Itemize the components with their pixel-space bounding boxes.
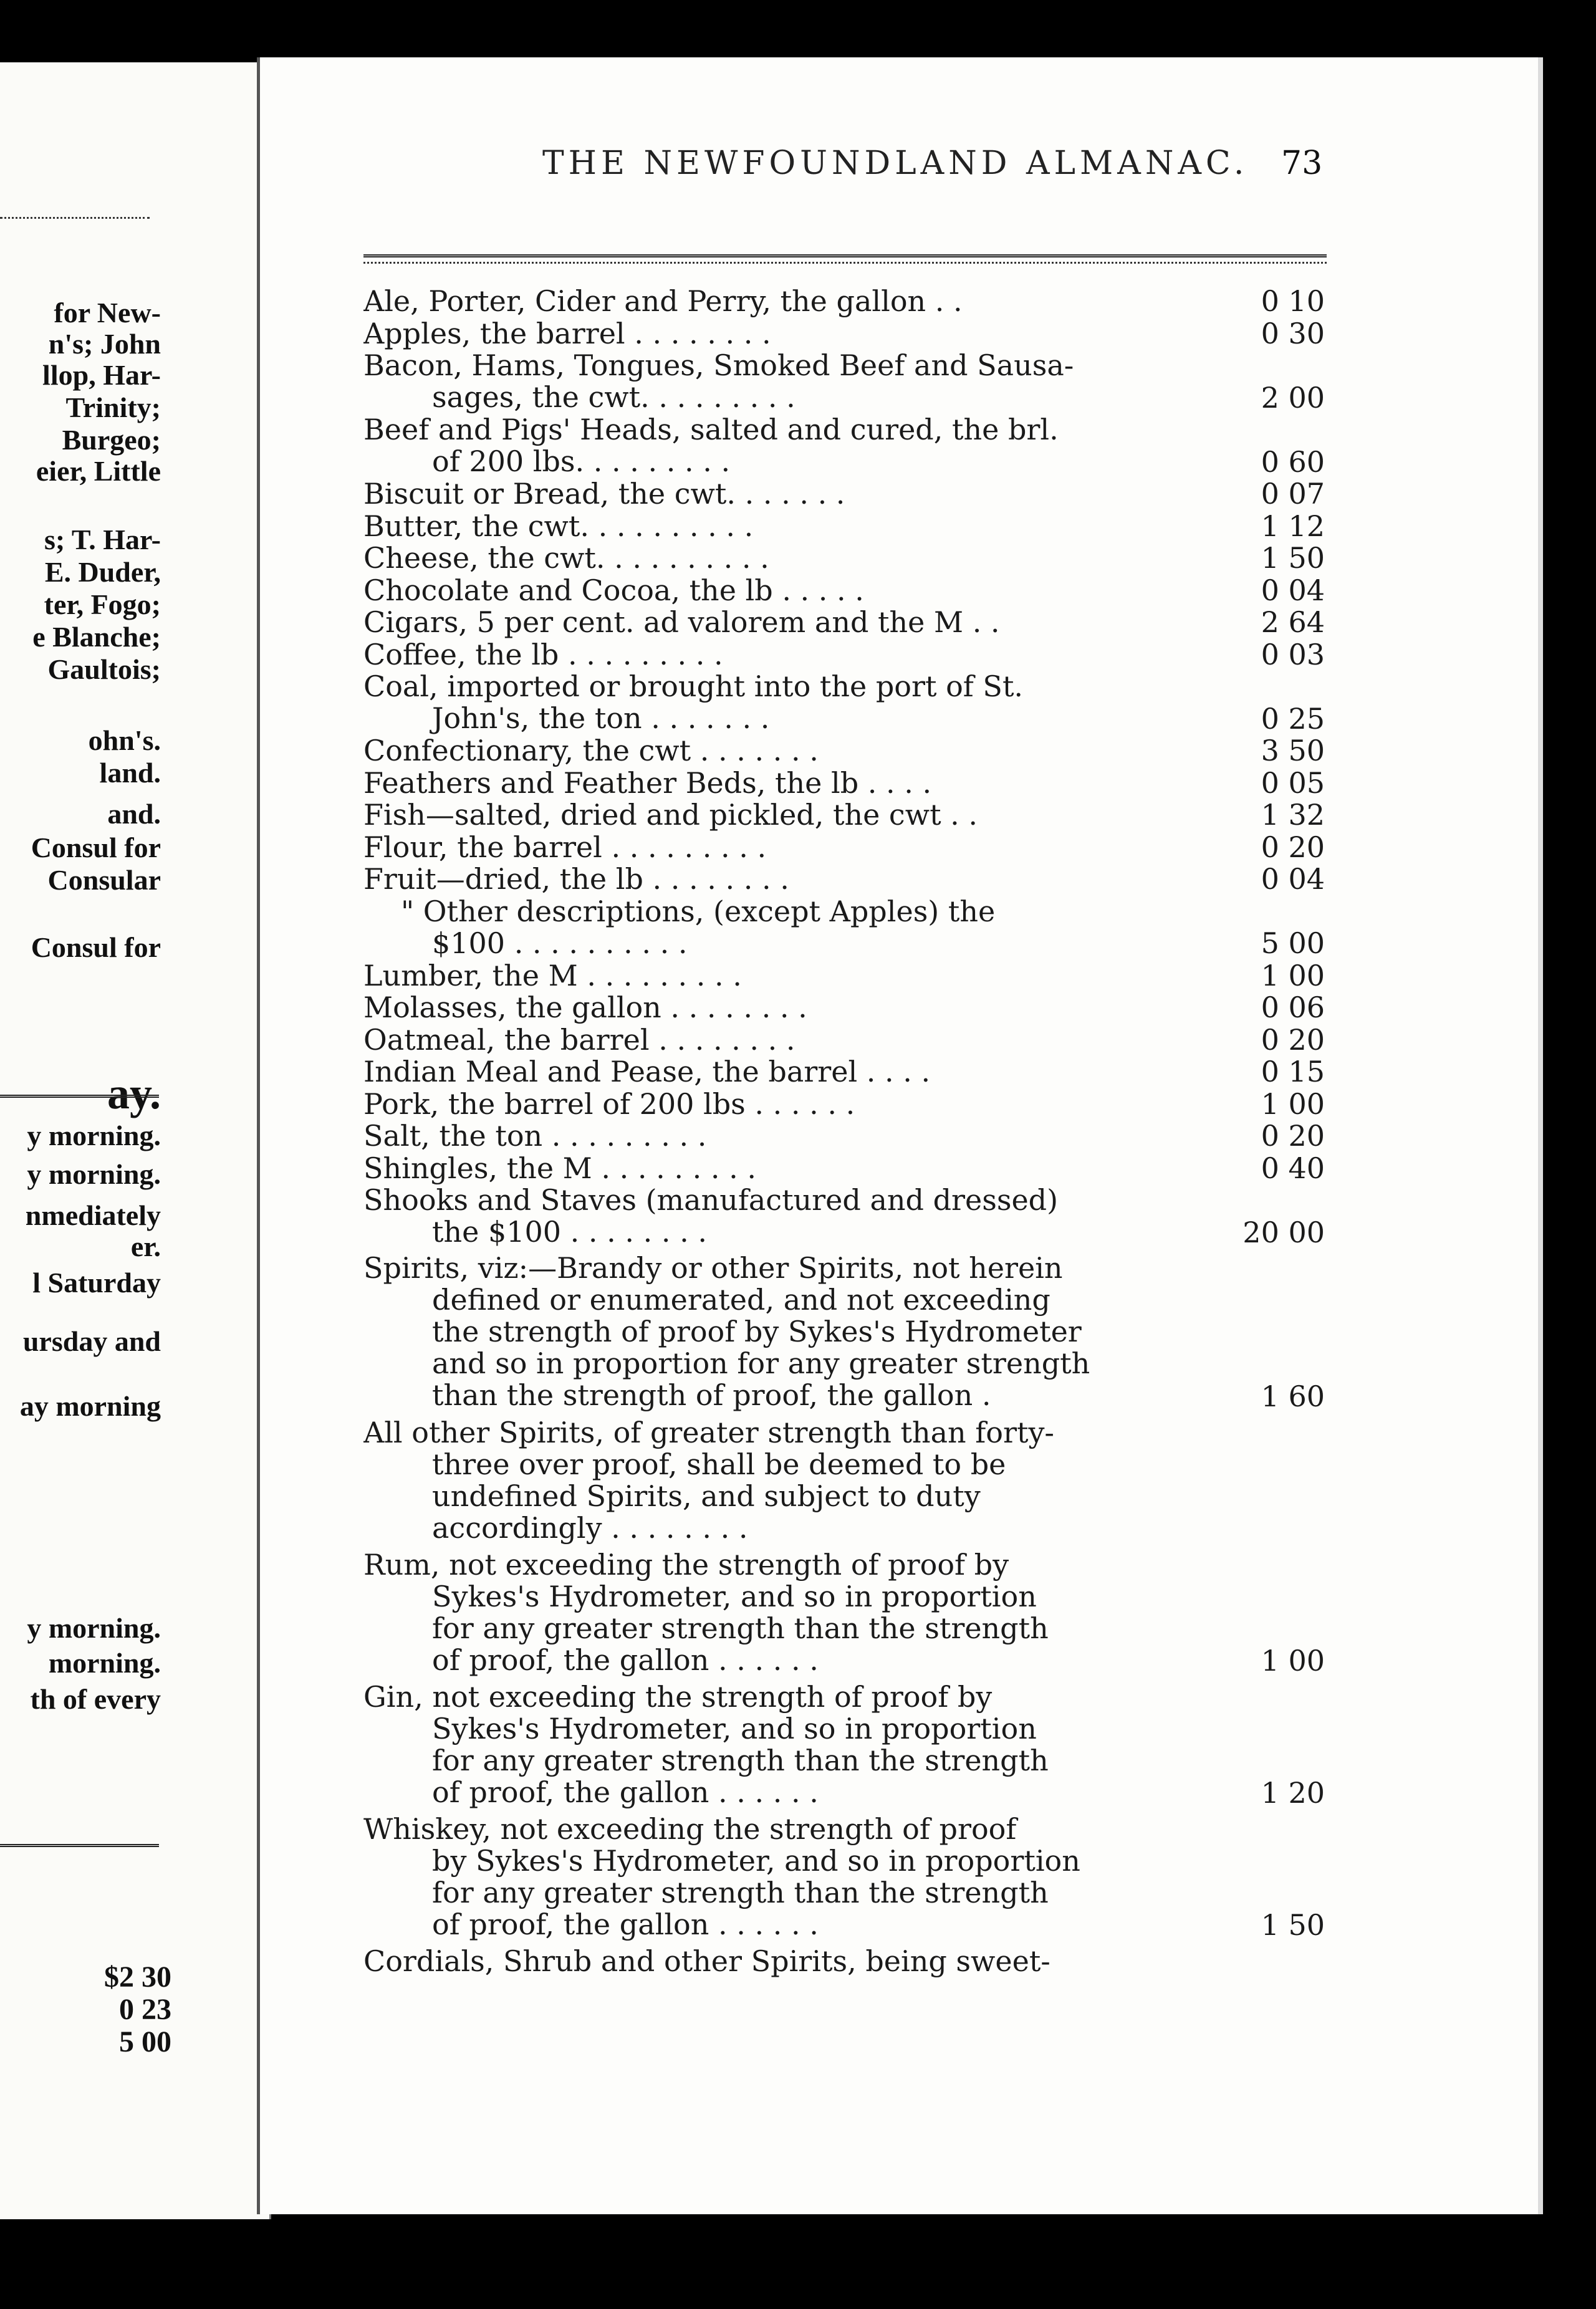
left-sum-3: 5 00 bbox=[119, 2025, 171, 2058]
tariff-entry bbox=[363, 414, 1099, 478]
entry-description: Beef and Pigs' Heads, salted and cured, the brl. bbox=[363, 414, 1059, 446]
left-text-line: er. bbox=[130, 1231, 161, 1262]
tariff-entry bbox=[363, 1120, 1099, 1152]
entry-continuation: for any greater strength than the strength bbox=[432, 1744, 1049, 1777]
entry-continuation: than the strength of proof, the gallon . bbox=[432, 1380, 991, 1411]
left-text-line: E. Duder, bbox=[44, 556, 161, 588]
entry-duty-value: 20 00 bbox=[1243, 1215, 1325, 1249]
left-text-line: s; T. Har- bbox=[44, 524, 161, 555]
entry-description: Pork, the barrel of 200 lbs . . . . . . bbox=[363, 1088, 855, 1120]
tariff-entry bbox=[363, 896, 1099, 959]
left-text-line: ter, Fogo; bbox=[44, 588, 161, 620]
entry-continuation: the $100 . . . . . . . . bbox=[432, 1216, 707, 1248]
entry-duty-value: 0 20 bbox=[1261, 1119, 1325, 1153]
entry-description: Fish—salted, dried and pickled, the cwt . . bbox=[363, 799, 978, 831]
entry-description: Flour, the barrel . . . . . . . . . bbox=[363, 831, 767, 863]
left-text-line: land. bbox=[99, 757, 161, 789]
entry-duty-value: 0 06 bbox=[1261, 991, 1325, 1024]
entry-description: Coal, imported or brought into the port of St. bbox=[363, 671, 1024, 703]
entry-description: Ale, Porter, Cider and Perry, the gallon . . bbox=[363, 286, 963, 317]
tariff-entry bbox=[363, 1088, 1099, 1120]
entry-description: Coffee, the lb . . . . . . . . . bbox=[363, 638, 723, 671]
entry-duty-value: 0 04 bbox=[1261, 573, 1325, 607]
tariff-entry bbox=[363, 542, 1099, 574]
entry-continuation: by Sykes's Hydrometer, and so in proportion bbox=[432, 1845, 1080, 1877]
left-text-line: ursday and bbox=[22, 1325, 161, 1357]
entry-duty-value: 0 40 bbox=[1261, 1151, 1325, 1185]
entry-duty-value: 2 00 bbox=[1261, 380, 1325, 415]
entry-description: Bacon, Hams, Tongues, Smoked Beef and Sausa- bbox=[363, 350, 1074, 382]
left-text-line: llop, Har- bbox=[42, 359, 161, 391]
entry-duty-value: 5 00 bbox=[1261, 926, 1325, 960]
entry-continuation: Sykes's Hydrometer, and so in proportion bbox=[432, 1580, 1037, 1613]
left-text-line: eier, Little bbox=[36, 455, 161, 487]
left-text-line: Trinity; bbox=[65, 391, 161, 423]
tariff-entry bbox=[363, 350, 1099, 413]
left-text-line: for New- bbox=[54, 297, 161, 329]
left-text-line: y morning. bbox=[27, 1612, 161, 1644]
left-text-line: Consular bbox=[47, 864, 161, 896]
entry-continuation: sages, the cwt. . . . . . . . . bbox=[432, 382, 796, 413]
entry-duty-value: 0 25 bbox=[1261, 701, 1325, 736]
tariff-entry bbox=[363, 478, 1099, 510]
entry-description: Chocolate and Cocoa, the lb . . . . . bbox=[363, 574, 864, 607]
tariff-entry bbox=[363, 286, 1099, 317]
entry-description: Cheese, the cwt. . . . . . . . . . bbox=[363, 542, 769, 574]
tariff-entry bbox=[363, 1813, 1099, 1941]
entry-description: Biscuit or Bread, the cwt. . . . . . . bbox=[363, 478, 845, 510]
left-section-rule bbox=[0, 1095, 159, 1098]
tariff-entry bbox=[363, 1946, 1099, 1977]
left-text-line: Burgeo; bbox=[62, 424, 161, 456]
entry-continuation: the strength of proof by Sykes's Hydrometer bbox=[432, 1316, 1082, 1348]
left-text-line: nmediately bbox=[25, 1199, 161, 1231]
left-text-line: Consul for bbox=[31, 832, 161, 863]
entry-description: Butter, the cwt. . . . . . . . . . bbox=[363, 510, 754, 542]
left-header-rule bbox=[0, 217, 150, 219]
left-text-line: l Saturday bbox=[32, 1267, 161, 1299]
entry-continuation: John's, the ton . . . . . . . bbox=[432, 703, 770, 734]
entry-continuation: of proof, the gallon . . . . . . bbox=[432, 1644, 819, 1676]
entry-description: Salt, the ton . . . . . . . . . bbox=[363, 1120, 707, 1152]
page-header-title: THE NEWFOUNDLAND ALMANAC. bbox=[542, 145, 1249, 182]
left-text-line: th of every bbox=[30, 1683, 161, 1715]
tariff-entry bbox=[363, 992, 1099, 1024]
entry-description: Feathers and Feather Beds, the lb . . . . bbox=[363, 767, 932, 799]
page-number: 73 bbox=[1281, 145, 1323, 182]
entry-description: Indian Meal and Pease, the barrel . . . . bbox=[363, 1056, 931, 1088]
entry-duty-value: 1 32 bbox=[1261, 798, 1325, 832]
entry-continuation: for any greater strength than the strength bbox=[432, 1876, 1049, 1909]
entry-description: Cordials, Shrub and other Spirits, being sweet- bbox=[363, 1945, 1050, 1977]
entry-description: Shingles, the M . . . . . . . . . bbox=[363, 1152, 756, 1184]
entry-continuation: for any greater strength than the strength bbox=[432, 1612, 1049, 1644]
entry-duty-value: 0 20 bbox=[1261, 1022, 1325, 1057]
entry-continuation: three over proof, shall be deemed to be bbox=[432, 1448, 1006, 1481]
entry-description: Apples, the barrel . . . . . . . . bbox=[363, 317, 771, 350]
left-text-line: ohn's. bbox=[88, 724, 161, 756]
tariff-entry bbox=[363, 1549, 1099, 1676]
entry-duty-value: 0 04 bbox=[1261, 862, 1325, 896]
entry-description: Fruit—dried, the lb . . . . . . . . bbox=[363, 863, 789, 895]
tariff-entry bbox=[363, 1024, 1099, 1056]
left-text-line: Gaultois; bbox=[47, 653, 161, 685]
left-page bbox=[0, 62, 271, 2219]
left-section-rule-2 bbox=[0, 1844, 159, 1847]
entry-description: Gin, not exceeding the strength of proof by bbox=[363, 1681, 993, 1713]
tariff-entry bbox=[363, 1056, 1099, 1088]
entry-description: Shooks and Staves (manufactured and dressed) bbox=[363, 1184, 1059, 1216]
tariff-entry bbox=[363, 1184, 1099, 1248]
tariff-entry bbox=[363, 863, 1099, 895]
entry-duty-value: 0 07 bbox=[1261, 477, 1325, 511]
entry-duty-value: 2 64 bbox=[1261, 605, 1325, 639]
tariff-entry bbox=[363, 575, 1099, 607]
entry-continuation: $100 . . . . . . . . . . bbox=[432, 927, 688, 959]
entry-description: Whiskey, not exceeding the strength of proof bbox=[363, 1813, 1017, 1845]
entry-duty-value: 1 12 bbox=[1261, 509, 1325, 543]
entry-continuation: of 200 lbs. . . . . . . . . bbox=[432, 446, 731, 478]
entry-description: Rum, not exceeding the strength of proof by bbox=[363, 1548, 1009, 1581]
header-double-rule bbox=[363, 254, 1327, 257]
left-text-line: y morning. bbox=[27, 1158, 161, 1190]
entry-description: Lumber, the M . . . . . . . . . bbox=[363, 959, 742, 992]
entry-duty-value: 3 50 bbox=[1261, 734, 1325, 767]
entry-description: Molasses, the gallon . . . . . . . . bbox=[363, 992, 807, 1024]
entry-duty-value: 0 30 bbox=[1261, 316, 1325, 350]
tariff-entry bbox=[363, 1153, 1099, 1184]
entry-description: Oatmeal, the barrel . . . . . . . . bbox=[363, 1024, 796, 1056]
tariff-entry bbox=[363, 671, 1099, 734]
tariff-entry bbox=[363, 1252, 1099, 1411]
entry-duty-value: 1 60 bbox=[1261, 1380, 1325, 1413]
entry-duty-value: 1 00 bbox=[1261, 1644, 1325, 1678]
entry-description: " Other descriptions, (except Apples) the bbox=[401, 895, 996, 928]
entry-duty-value: 1 20 bbox=[1261, 1776, 1325, 1810]
left-text-line: and. bbox=[107, 798, 161, 830]
left-text-line: Consul for bbox=[31, 931, 161, 963]
entry-description: Cigars, 5 per cent. ad valorem and the M . . bbox=[363, 607, 1000, 638]
entry-continuation: Sykes's Hydrometer, and so in proportion bbox=[432, 1712, 1037, 1745]
entry-duty-value: 0 60 bbox=[1261, 444, 1325, 479]
tariff-entry bbox=[363, 767, 1099, 799]
entry-duty-value: 0 20 bbox=[1261, 830, 1325, 864]
entry-duty-value: 0 05 bbox=[1261, 766, 1325, 800]
tariff-entry bbox=[363, 1417, 1099, 1544]
tariff-entry bbox=[363, 799, 1099, 831]
tariff-entry bbox=[363, 639, 1099, 671]
entry-continuation: accordingly . . . . . . . . bbox=[432, 1512, 748, 1544]
left-text-line: ay. bbox=[107, 1068, 161, 1118]
entry-duty-value: 0 10 bbox=[1261, 284, 1325, 318]
header-dotted-rule bbox=[363, 262, 1327, 264]
left-text-line: morning. bbox=[48, 1647, 161, 1679]
left-text-line: ay morning bbox=[19, 1390, 161, 1422]
entry-continuation: of proof, the gallon . . . . . . bbox=[432, 1908, 819, 1941]
entry-duty-value: 1 00 bbox=[1261, 1087, 1325, 1121]
entry-duty-value: 0 15 bbox=[1261, 1055, 1325, 1088]
entry-continuation: of proof, the gallon . . . . . . bbox=[432, 1776, 819, 1808]
entry-duty-value: 1 50 bbox=[1261, 1908, 1325, 1942]
entry-description: All other Spirits, of greater strength than forty- bbox=[363, 1416, 1054, 1449]
entry-continuation: undefined Spirits, and subject to duty bbox=[432, 1480, 981, 1512]
entry-duty-value: 1 00 bbox=[1261, 958, 1325, 992]
tariff-entry bbox=[363, 960, 1099, 992]
entry-description: Spirits, viz:—Brandy or other Spirits, not herein bbox=[363, 1252, 1063, 1284]
left-text-line: n's; John bbox=[48, 328, 161, 360]
tariff-entry bbox=[363, 832, 1099, 863]
tariff-entry bbox=[363, 607, 1099, 638]
left-text-line: e Blanche; bbox=[32, 621, 161, 653]
left-text-line: y morning. bbox=[27, 1120, 161, 1151]
tariff-entry bbox=[363, 735, 1099, 767]
tariff-entry bbox=[363, 1681, 1099, 1808]
entry-continuation: and so in proportion for any greater strength bbox=[432, 1348, 1090, 1380]
left-sum-2: 0 23 bbox=[119, 1993, 171, 2026]
tariff-entry bbox=[363, 511, 1099, 542]
left-sum-1: $2 30 bbox=[104, 1961, 171, 1994]
entry-continuation: defined or enumerated, and not exceeding bbox=[432, 1284, 1050, 1316]
entry-duty-value: 0 03 bbox=[1261, 637, 1325, 671]
entry-description: Confectionary, the cwt . . . . . . . bbox=[363, 735, 819, 767]
tariff-entry bbox=[363, 318, 1099, 350]
entry-duty-value: 1 50 bbox=[1261, 541, 1325, 575]
